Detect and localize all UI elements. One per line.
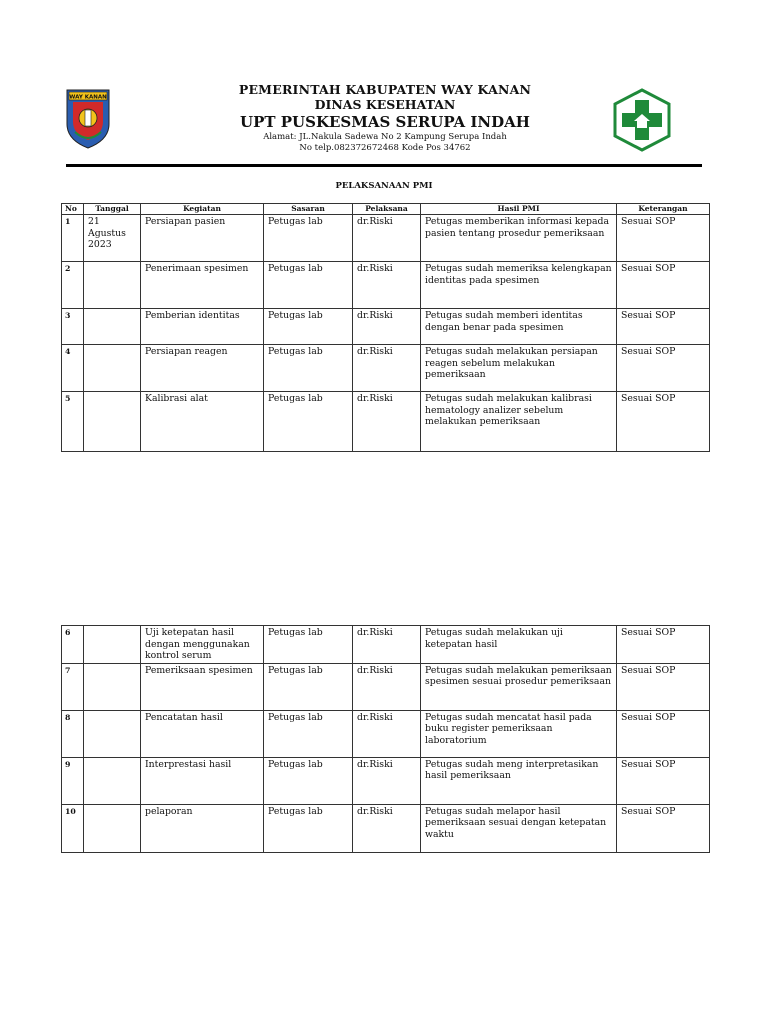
cell-kegiatan: Pemberian identitas xyxy=(141,309,264,345)
table-row xyxy=(62,663,710,710)
cell-pelaksana: dr.Riski xyxy=(353,345,421,392)
cell-kegiatan: Pencatatan hasil xyxy=(141,710,264,757)
table-row xyxy=(62,626,710,664)
cell-hasil: Petugas sudah melakukan uji ketepatan hasil xyxy=(421,626,617,664)
cell-pelaksana: dr.Riski xyxy=(353,215,421,262)
header-keterangan: Keterangan xyxy=(617,204,710,215)
cell-pelaksana: dr.Riski xyxy=(353,710,421,757)
cell-no: 1 xyxy=(62,215,84,262)
cell-hasil: Petugas sudah melapor hasil pemeriksaan sesuai dengan ketepatan waktu xyxy=(421,804,617,852)
cell-hasil: Petugas sudah melakukan pemeriksaan spesimen sesuai prosedur pemeriksaan xyxy=(421,663,617,710)
cell-kegiatan: Penerimaan spesimen xyxy=(141,262,264,309)
address-line: Alamat: JL.Nakula Sadewa No 2 Kampung Serupa Indah xyxy=(263,132,507,142)
cell-kegiatan: Uji ketepatan hasil dengan menggunakan kontrol serum xyxy=(141,626,264,664)
cell-sasaran: Petugas lab xyxy=(264,663,353,710)
table-row xyxy=(62,345,710,392)
cell-sasaran: Petugas lab xyxy=(264,626,353,664)
cell-sasaran: Petugas lab xyxy=(264,392,353,452)
table-row xyxy=(62,262,710,309)
cell-keterangan: Sesuai SOP xyxy=(617,392,710,452)
cell-kegiatan: Interprestasi hasil xyxy=(141,757,264,804)
cell-no: 3 xyxy=(62,309,84,345)
cell-pelaksana: dr.Riski xyxy=(353,663,421,710)
cell-no: 10 xyxy=(62,804,84,852)
cell-hasil: Petugas memberikan informasi kepada pasien tentang prosedur pemeriksaan xyxy=(421,215,617,262)
cell-kegiatan: Kalibrasi alat xyxy=(141,392,264,452)
cell-keterangan: Sesuai SOP xyxy=(617,710,710,757)
svg-text:WAY KANAN: WAY KANAN xyxy=(69,94,107,101)
cell-pelaksana: dr.Riski xyxy=(353,392,421,452)
header-kegiatan: Kegiatan xyxy=(141,204,264,215)
cell-keterangan: Sesuai SOP xyxy=(617,309,710,345)
cell-tanggal xyxy=(84,345,141,392)
cell-no: 6 xyxy=(62,626,84,664)
cell-kegiatan: pelaporan xyxy=(141,804,264,852)
cell-pelaksana: dr.Riski xyxy=(353,262,421,309)
cell-keterangan: Sesuai SOP xyxy=(617,262,710,309)
header-divider xyxy=(66,164,702,167)
contact-line: No telp.082372672468 Kode Pos 34762 xyxy=(299,143,471,153)
institution-name: UPT PUSKESMAS SERUPA INDAH xyxy=(240,113,530,131)
header-no: No xyxy=(62,204,84,215)
document-title: PELAKSANAAN PMI xyxy=(335,181,433,191)
cell-keterangan: Sesuai SOP xyxy=(617,626,710,664)
table-header-row xyxy=(62,204,710,215)
cell-hasil: Petugas sudah mencatat hasil pada buku register pemeriksaan laboratorium xyxy=(421,710,617,757)
cell-tanggal xyxy=(84,663,141,710)
department-name: DINAS KESEHATAN xyxy=(314,97,456,112)
cell-tanggal xyxy=(84,309,141,345)
cell-tanggal xyxy=(84,262,141,309)
cell-tanggal xyxy=(84,392,141,452)
cell-tanggal xyxy=(84,757,141,804)
cell-sasaran: Petugas lab xyxy=(264,262,353,309)
header-tanggal: Tanggal xyxy=(84,204,141,215)
table-row xyxy=(62,757,710,804)
cell-kegiatan: Persiapan reagen xyxy=(141,345,264,392)
header-hasil: Hasil PMI xyxy=(421,204,617,215)
pmi-table-page2 xyxy=(61,625,710,853)
table-row xyxy=(62,309,710,345)
cell-tanggal xyxy=(84,804,141,852)
cell-keterangan: Sesuai SOP xyxy=(617,345,710,392)
cell-sasaran: Petugas lab xyxy=(264,345,353,392)
cell-kegiatan: Persiapan pasien xyxy=(141,215,264,262)
cell-sasaran: Petugas lab xyxy=(264,710,353,757)
cell-pelaksana: dr.Riski xyxy=(353,626,421,664)
cell-sasaran: Petugas lab xyxy=(264,804,353,852)
cell-pelaksana: dr.Riski xyxy=(353,804,421,852)
cell-keterangan: Sesuai SOP xyxy=(617,215,710,262)
cell-sasaran: Petugas lab xyxy=(264,309,353,345)
cell-keterangan: Sesuai SOP xyxy=(617,757,710,804)
table-row xyxy=(62,392,710,452)
pmi-table-page1 xyxy=(61,203,710,452)
table-row xyxy=(62,215,710,262)
table-row xyxy=(62,710,710,757)
cell-no: 4 xyxy=(62,345,84,392)
header-pelaksana: Pelaksana xyxy=(353,204,421,215)
cell-hasil: Petugas sudah memeriksa kelengkapan identitas pada spesimen xyxy=(421,262,617,309)
cell-tanggal: 21 Agustus 2023 xyxy=(84,215,141,262)
cell-pelaksana: dr.Riski xyxy=(353,757,421,804)
cell-no: 8 xyxy=(62,710,84,757)
cell-tanggal xyxy=(84,710,141,757)
cell-keterangan: Sesuai SOP xyxy=(617,804,710,852)
cell-hasil: Petugas sudah melakukan persiapan reagen sebelum melakukan pemeriksaan xyxy=(421,345,617,392)
cell-hasil: Petugas sudah melakukan kalibrasi hematology analizer sebelum melakukan pemeriksaan xyxy=(421,392,617,452)
cell-kegiatan: Pemeriksaan spesimen xyxy=(141,663,264,710)
table-row xyxy=(62,804,710,852)
cell-no: 2 xyxy=(62,262,84,309)
government-name: PEMERINTAH KABUPATEN WAY KANAN xyxy=(238,82,532,97)
cell-no: 5 xyxy=(62,392,84,452)
cell-keterangan: Sesuai SOP xyxy=(617,663,710,710)
cell-no: 7 xyxy=(62,663,84,710)
cell-tanggal xyxy=(84,626,141,664)
cell-pelaksana: dr.Riski xyxy=(353,309,421,345)
header-sasaran: Sasaran xyxy=(264,204,353,215)
letterhead xyxy=(60,82,710,162)
cell-no: 9 xyxy=(62,757,84,804)
puskesmas-cross-icon xyxy=(613,88,671,152)
cell-hasil: Petugas sudah memberi identitas dengan benar pada spesimen xyxy=(421,309,617,345)
cell-sasaran: Petugas lab xyxy=(264,215,353,262)
cell-hasil: Petugas sudah meng interpretasikan hasil pemeriksaan xyxy=(421,757,617,804)
cell-sasaran: Petugas lab xyxy=(264,757,353,804)
